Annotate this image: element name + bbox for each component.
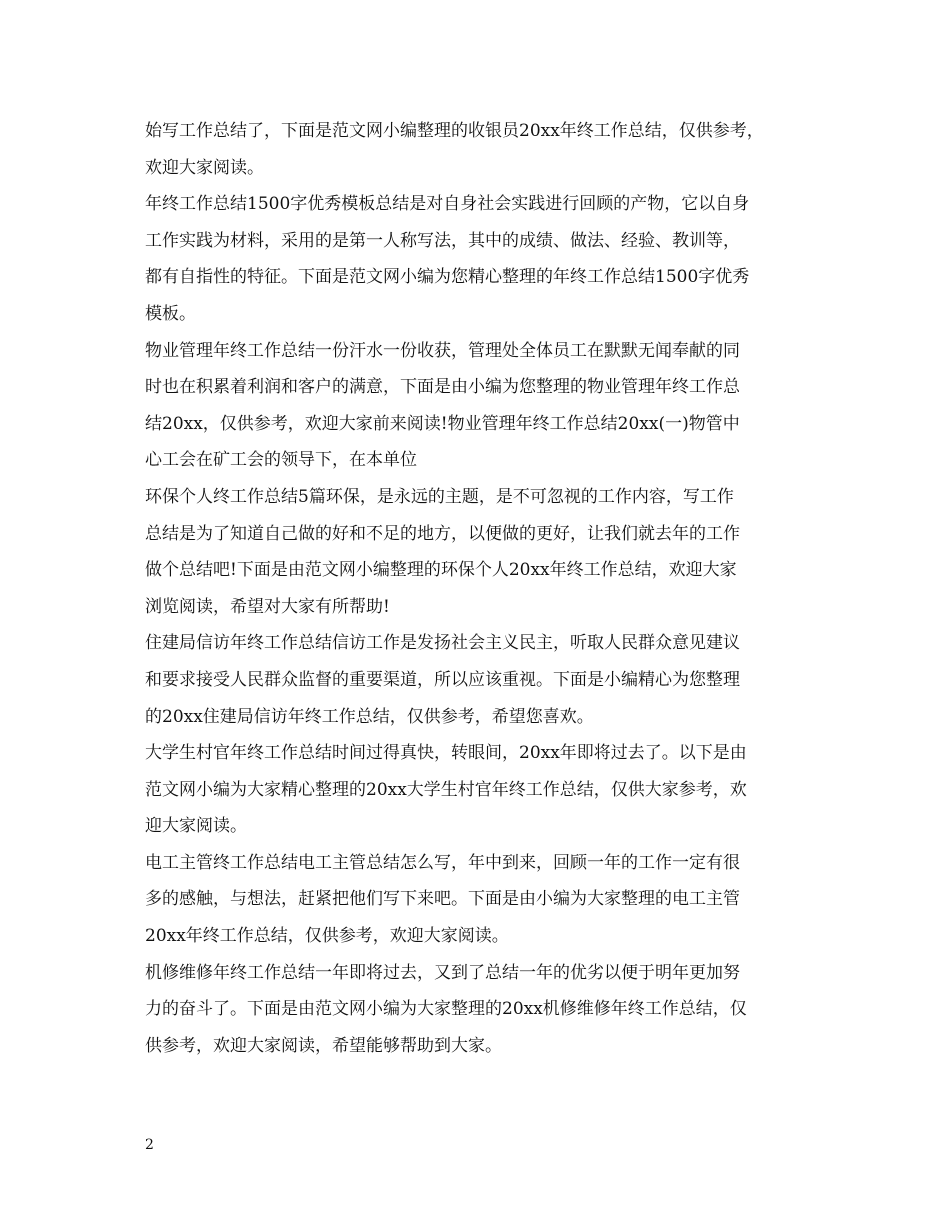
text-line-23: 20xx年终工作总结，仅供参考，欢迎大家阅读。	[145, 926, 509, 947]
text-line-4: 工作实践为材料，采用的是第一人称写法，其中的成绩、做法、经验、教训等，	[145, 230, 740, 251]
text-line-12: 总结是为了知道自己做的好和不足的地方，以便做的更好，让我们就去年的工作	[145, 523, 740, 544]
text-line-21: 电工主管终工作总结电工主管总结怎么写，年中到来，回顾一年的工作一定有很	[145, 852, 740, 873]
text-line-17: 的20xx住建局信访年终工作总结，仅供参考，希望您喜欢。	[145, 706, 594, 727]
text-line-5: 都有自指性的特征。下面是范文网小编为您精心整理的年终工作总结1500字优秀	[145, 267, 750, 288]
text-line-6: 模板。	[145, 303, 196, 324]
text-line-26: 供参考，欢迎大家阅读，希望能够帮助到大家。	[145, 1035, 502, 1056]
text-line-2: 欢迎大家阅读。	[145, 157, 264, 178]
text-line-15: 住建局信访年终工作总结信访工作是发扬社会主义民主，听取人民群众意见建议	[145, 633, 740, 654]
text-line-16: 和要求接受人民群众监督的重要渠道，所以应该重视。下面是小编精心为您整理	[145, 669, 740, 690]
text-line-9: 结20xx，仅供参考，欢迎大家前来阅读!物业管理年终工作总结20xx(一)物管中	[145, 413, 740, 434]
text-line-25: 力的奋斗了。下面是由范文网小编为大家整理的20xx机修维修年终工作总结，仅	[145, 999, 747, 1020]
text-line-22: 多的感触，与想法，赶紧把他们写下来吧。下面是由小编为大家整理的电工主管	[145, 889, 740, 910]
text-line-24: 机修维修年终工作总结一年即将过去，又到了总结一年的优劣以便于明年更加努	[145, 962, 740, 983]
text-line-19: 范文网小编为大家精心整理的20xx大学生村官年终工作总结，仅供大家参考，欢	[145, 779, 747, 800]
text-line-13: 做个总结吧!下面是由范文网小编整理的环保个人20xx年终工作总结，欢迎大家	[145, 560, 737, 581]
body-text	[145, 113, 817, 1064]
text-line-14: 浏览阅读，希望对大家有所帮助!	[145, 596, 390, 617]
text-line-3: 年终工作总结1500字优秀模板总结是对自身社会实践进行回顾的产物，它以自身	[145, 194, 750, 215]
text-line-18: 大学生村官年终工作总结时间过得真快，转眼间，20xx年即将过去了。以下是由	[145, 743, 747, 764]
text-line-7: 物业管理年终工作总结一份汗水一份收获，管理处全体员工在默默无闻奉献的同	[145, 340, 740, 361]
text-line-8: 时也在积累着利润和客户的满意，下面是由小编为您整理的物业管理年终工作总	[145, 377, 740, 398]
text-line-20: 迎大家阅读。	[145, 816, 247, 837]
text-line-10: 心工会在矿工会的领导下，在本单位	[145, 450, 417, 471]
text-line-11: 环保个人终工作总结5篇环保，是永远的主题，是不可忽视的工作内容，写工作	[145, 486, 734, 507]
text-line-1: 始写工作总结了，下面是范文网小编整理的收银员20xx年终工作总结，仅供参考，	[145, 121, 764, 141]
page-number: 2	[145, 1137, 154, 1153]
